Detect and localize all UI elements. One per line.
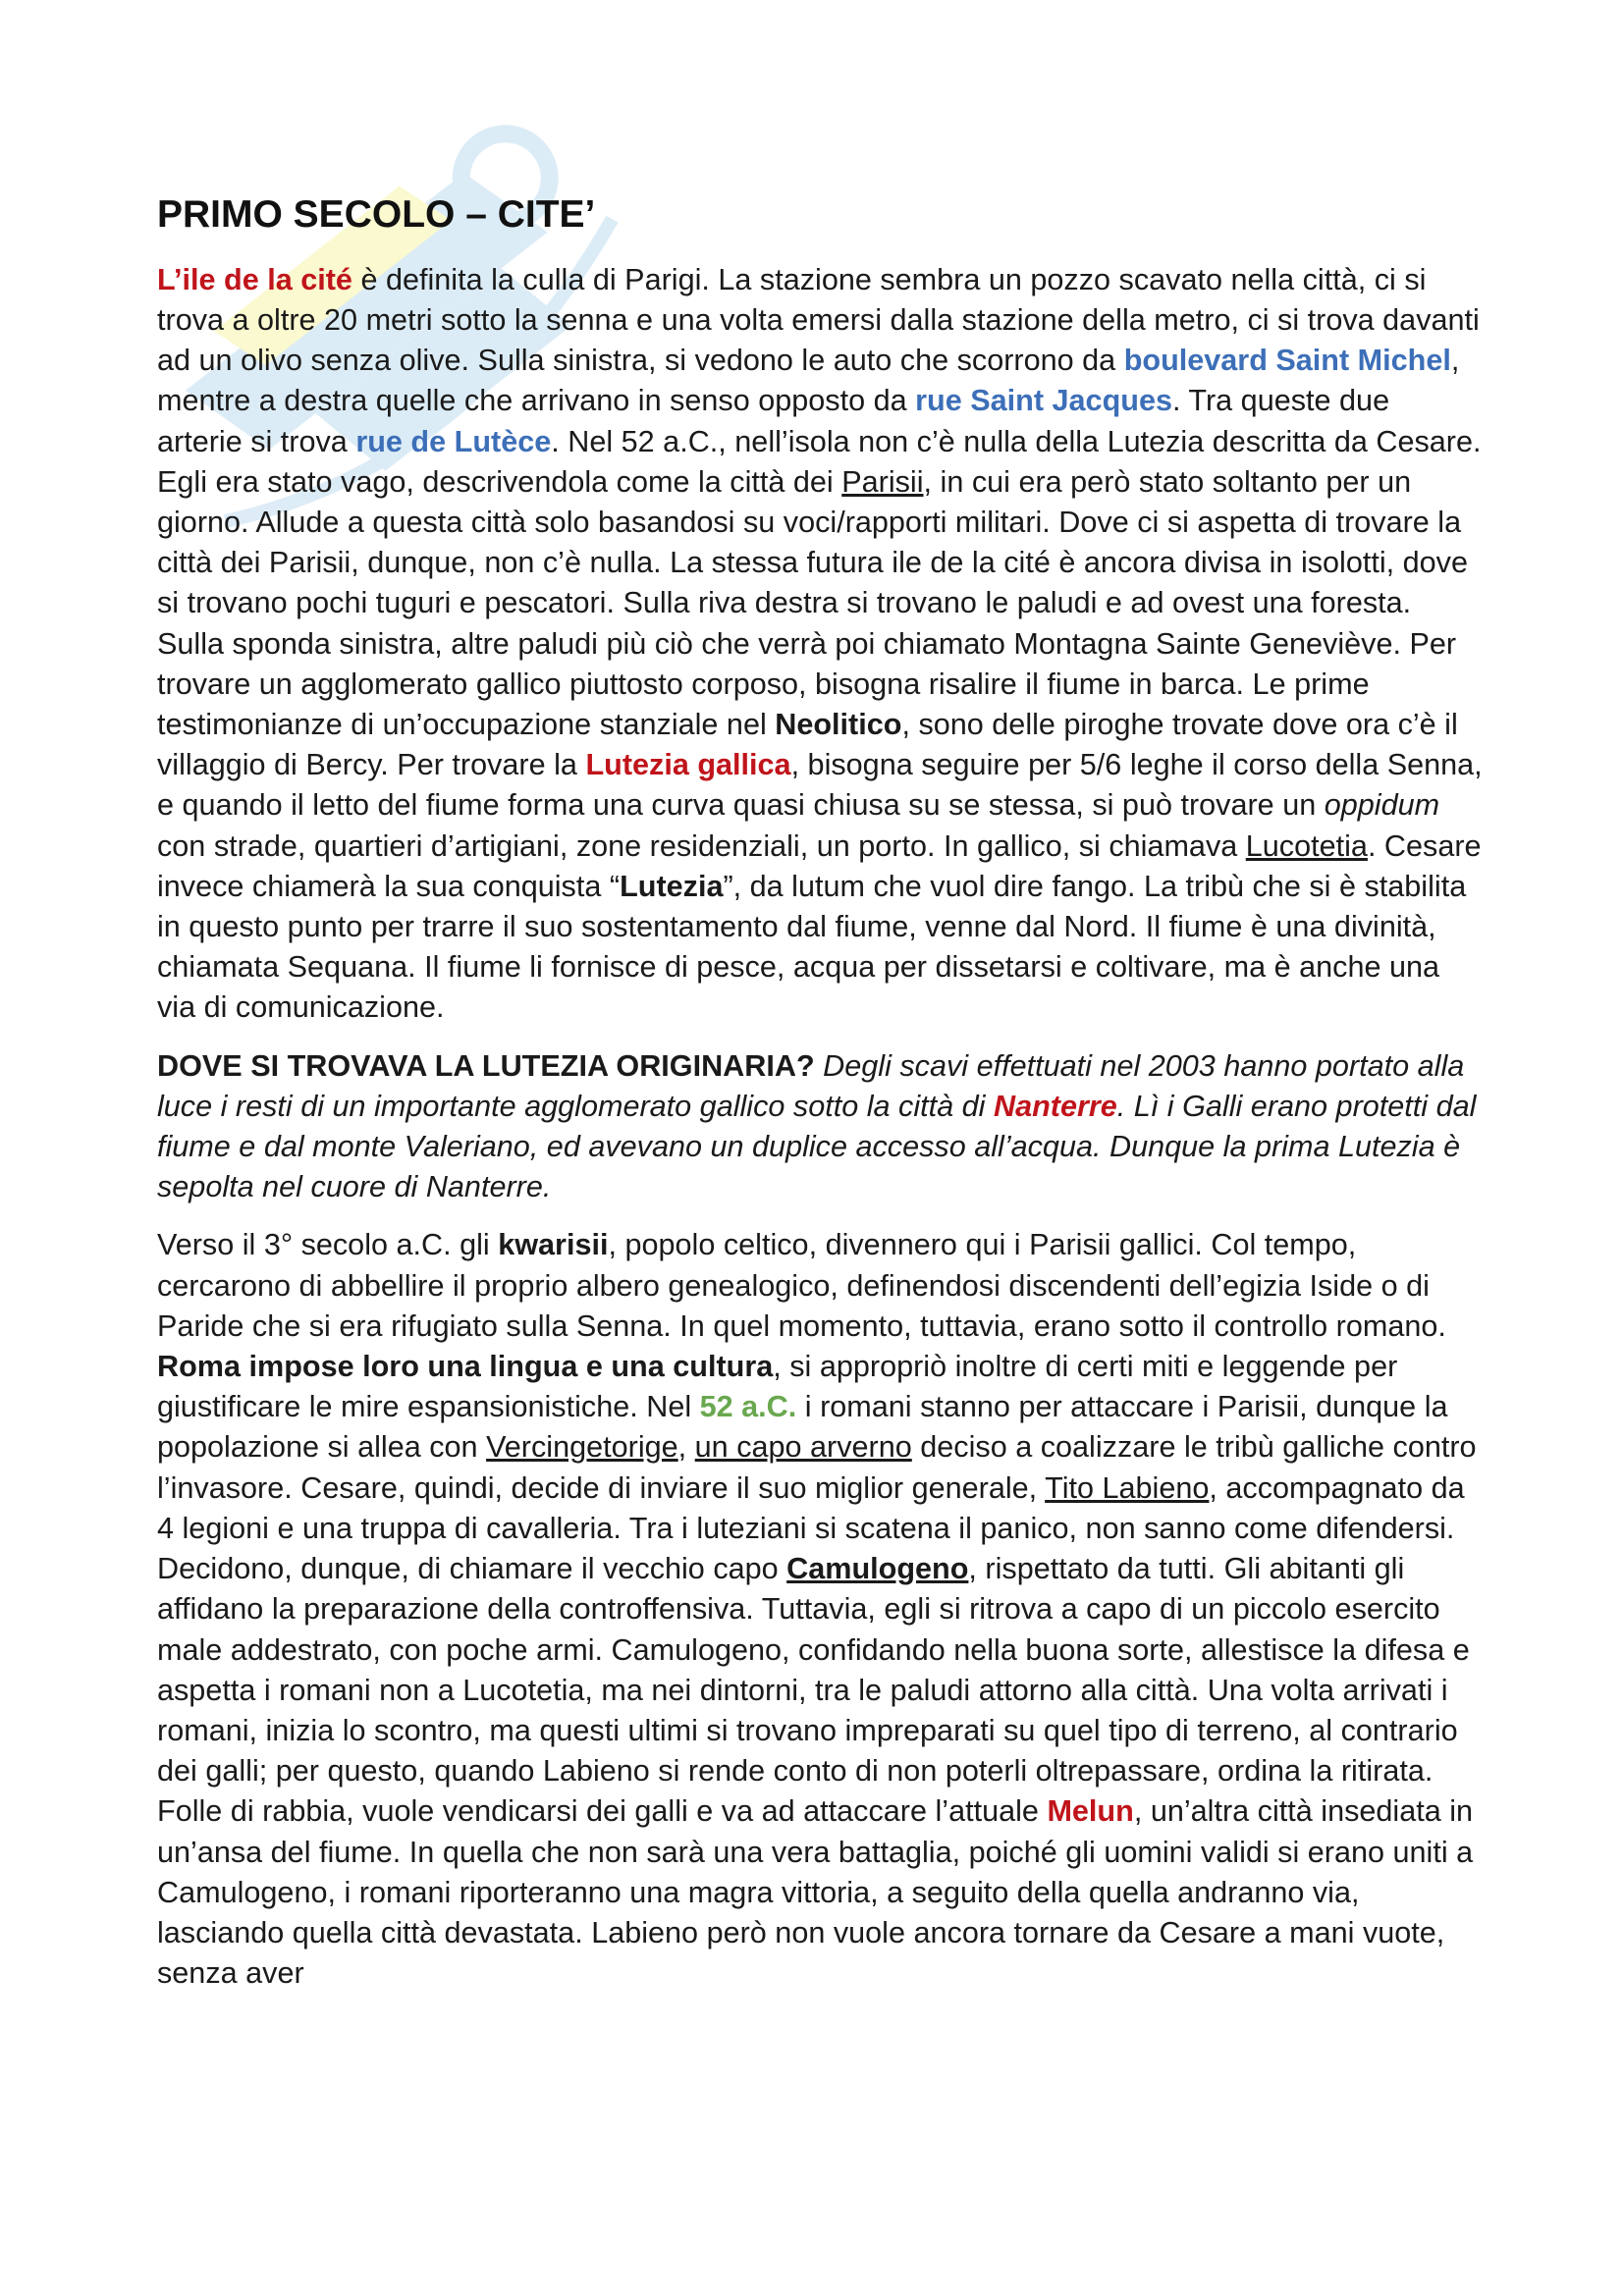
text-segment: Degli scavi effettuati nel 2003 hanno portato alla luce i resti di un importante agglomerato gallico sotto la città di [157,1048,1465,1123]
section-question: DOVE SI TROVAVA LA LUTEZIA ORIGINARIA? [157,1048,815,1083]
text-segment: ”, da lutum che vuol dire fango. La tribù che si è stabilita in questo punto per trarre il suo sostentamento dal fiume, venne dal Nord. Il fiume è una divinità, chiamata Sequana. Il fiume li fornisce di pesce, acqua per dissetarsi e coltivare, ma è anche una via di comunicazione. [157,869,1467,1025]
paragraph-history [157,1225,1483,1994]
place-melun: Melun [1047,1794,1134,1829]
text-segment: . Nel 52 a.C., nell’isola non c’è nulla della Lutezia descritta da Cesare. Egli era stato vago, descrivendola come la città dei [157,424,1482,499]
text-segment: i romani stanno per attaccare i Parisii, dunque la popolazione si allea con [157,1390,1448,1465]
text-segment: . Tra queste due arterie si trova [157,384,1390,458]
term-lutezia: Lutezia [620,869,724,903]
term-camulogeno: Camulogeno [786,1552,969,1586]
term-parisii: Parisii [841,464,924,499]
text-segment: con strade, quartieri d’artigiani, zone residenziali, un porto. In gallico, si chiamava [157,828,1246,863]
text-segment: , si appropriò inoltre di certi miti e leggende per giustificare le mire espansionistiche. Nel [157,1350,1398,1424]
term-capo-arverno: un capo arverno [694,1430,912,1465]
place-boulevard-saint-michel: boulevard Saint Michel [1123,344,1451,378]
text-segment: . Lì i Galli erano protetti dal fiume e dal monte Valeriano, ed avevano un duplice accesso all’acqua. Dunque la prima Lutezia è sepolta nel cuore di Nanterre. [157,1089,1477,1204]
text-segment: , rispettato da tutti. Gli abitanti gli affidano la preparazione della controffensiva. Tuttavia, egli si ritrova a capo di un piccolo esercito male addestrato, con poche armi. Camulogeno, confidando nella buona sorte, allestisce la difesa e aspetta i romani non a Lucotetia, ma nei dintorni, tra le paludi attorno alla città. Una volta arrivati i romani, inizia lo scontro, ma questi ultimi si trovano impreparati su quel tipo di terreno, al contrario dei galli; per questo, quando Labieno si rende conto di non poterli oltrepassare, ordina la ritirata. Folle di rabbia, vuole vendicarsi dei galli e va ad attaccare l’attuale [157,1552,1470,1829]
term-neolitico: Neolitico [775,708,902,742]
text-segment: è definita la culla di Parigi. La stazione sembra un pozzo scavato nella città, ci si trova a oltre 20 metri sotto la senna e una volta emersi dalla stazione della metro, ci si trova davanti ad un olivo senza olive. Sulla sinistra, si vedono le auto che scorrono da [157,262,1480,378]
text-segment: . Cesare invece chiamerà la sua conquista “ [157,828,1482,903]
document-title: PRIMO SECOLO – CITE’ [157,193,596,236]
term-kwarisii: kwarisii [498,1228,609,1262]
term-vercingetorige: Vercingetorige [486,1430,678,1465]
text-segment: , bisogna seguire per 5/6 leghe il corso della Senna, e quando il letto del fiume forma una curva quasi chiusa su se stessa, si può trovare un [157,748,1483,823]
term-roma-impose: Roma impose loro una lingua e una cultura [157,1350,774,1384]
text-segment: , sono delle piroghe trovate dove ora c’è il villaggio di Bercy. Per trovare la [157,708,1458,782]
place-rue-de-lutece: rue de Lutèce [355,424,552,458]
text-segment: Verso il 3° secolo a.C. gli [157,1228,499,1262]
place-nanterre: Nanterre [993,1089,1117,1123]
text-segment: , accompagnato da 4 legioni e una truppa di cavalleria. Tra i luteziani si scatena il panico, non sanno come difendersi. Decidono, dunque, di chiamare il vecchio capo [157,1470,1465,1586]
text-segment: , mentre a destra quelle che arrivano in senso opposto da [157,344,1460,418]
term-tito-labieno: Tito Labieno [1045,1470,1210,1505]
text-segment: deciso a coalizzare le tribù galliche contro l’invasore. Cesare, quindi, decide di inviare il suo miglior generale, [157,1430,1477,1505]
date-52-ac: 52 a.C. [699,1390,797,1424]
text-segment: , [677,1430,695,1465]
paragraph-cite [157,260,1483,1029]
term-ile-de-la-cite: L’ile de la cité [157,262,352,296]
place-rue-saint-jacques: rue Saint Jacques [915,384,1172,418]
document-page [157,192,1483,2011]
text-segment: , popolo celtico, divennero qui i Parisii gallici. Col tempo, cercarono di abbellire il proprio albero genealogico, definendosi discendenti dell’egizia Iside o di Paride che si era rifugiato sulla Senna. In quel momento, tuttavia, erano sotto il controllo romano. [157,1228,1446,1343]
text-segment: , un’altra città insediata in un’ansa del fiume. In quella che non sarà una vera battaglia, poiché gli uomini validi si erano uniti a Camulogeno, i romani riporteranno una magra vittoria, a seguito della quella andranno via, lasciando quella città devastata. Labieno però non vuole ancora tornare da Cesare a mani vuote, senza aver [157,1794,1474,1991]
text-segment: , in cui era però stato soltanto per un giorno. Allude a questa città solo basandosi su voci/rapporti militari. Dove ci si aspetta di trovare la città dei Parisii, dunque, non c’è nulla. La stessa futura ile de la cité è ancora divisa in isolotti, dove si trovano pochi tuguri e pescatori. Sulla riva destra si trovano le paludi e ad ovest una foresta. Sulla sponda sinistra, altre paludi più ciò che verrà poi chiamato Montagna Sainte Geneviève. Per trovare un agglomerato gallico piuttosto corposo, bisogna risalire il fiume in barca. Le prime testimonianze di un’occupazione stanziale nel [157,464,1468,742]
term-lutezia-gallica: Lutezia gallica [585,748,791,782]
paragraph-lutezia-originaria [157,1046,1483,1208]
term-oppidum: oppidum [1324,788,1440,823]
term-lucotetia: Lucotetia [1245,828,1368,863]
